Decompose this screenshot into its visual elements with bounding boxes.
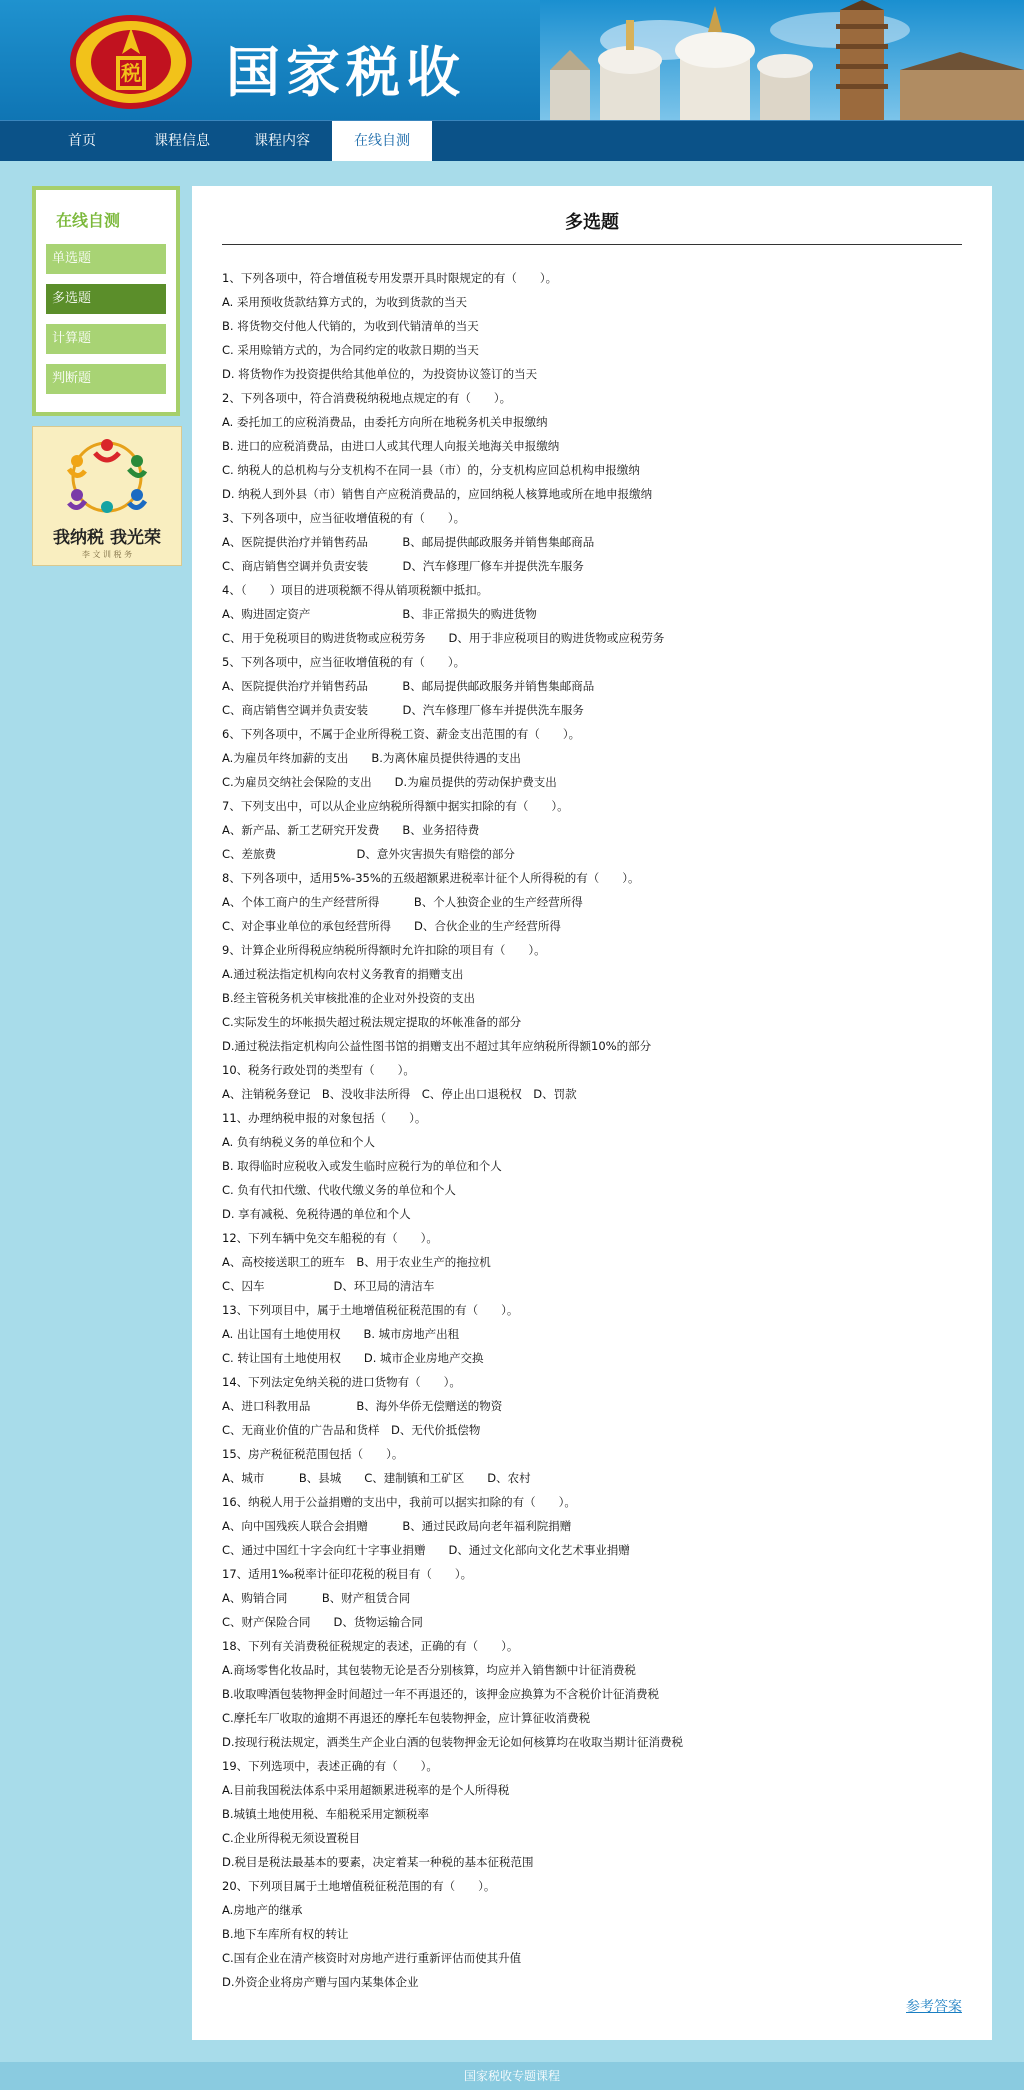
question-line: C.为雇员交纳社会保险的支出 D.为雇员提供的劳动保护费支出 [222,775,557,789]
question-line: C. 采用赊销方式的，为合同约定的收款日期的当天 [222,343,479,357]
temple-scenery-banner [540,0,1024,120]
nav-course-info[interactable]: 课程信息 [154,133,210,149]
question-line: 7、下列支出中，可以从企业应纳税所得额中据实扣除的有（ ）。 [222,799,569,813]
question-line: D. 将货物作为投资提供给其他单位的，为投资协议签订的当天 [222,367,538,381]
question-line: C.企业所得税无须设置税目 [222,1831,361,1845]
question-line: B.经主管税务机关审核批准的企业对外投资的支出 [222,991,476,1005]
question-line: C、无商业价值的广告品和货样 D、无代价抵偿物 [222,1423,481,1437]
question-line: C、囚车 D、环卫局的清洁车 [222,1279,435,1293]
question-line: 8、下列各项中，适用5%-35%的五级超额累进税率计征个人所得税的有（ ）。 [222,871,640,885]
tax-promo-banner [32,426,182,566]
question-line: C、通过中国红十字会向红十字事业捐赠 D、通过文化部向文化艺术事业捐赠 [222,1543,630,1557]
question-line: 18、下列有关消费税征税规定的表述，正确的有（ ）。 [222,1639,519,1653]
question-line: C、对企事业单位的承包经营所得 D、合伙企业的生产经营所得 [222,919,561,933]
question-line: A.通过税法指定机构向农村义务教育的捐赠支出 [222,967,464,981]
sidebar-item-multiple-choice[interactable]: 多选题 [46,284,166,314]
question-line: 2、下列各项中，符合消费税纳税地点规定的有（ ）。 [222,391,512,405]
dancing-figures-icon [33,427,181,523]
question-line: C、商店销售空调并负责安装 D、汽车修理厂修车并提供洗车服务 [222,703,584,717]
question-line: A. 委托加工的应税消费品，由委托方向所在地税务机关申报缴纳 [222,415,548,429]
question-line: 9、计算企业所得税应纳税所得额时允许扣除的项目有（ ）。 [222,943,546,957]
question-line: B. 取得临时应税收入或发生临时应税行为的单位和个人 [222,1159,502,1173]
question-line: A、向中国残疾人联合会捐赠 B、通过民政局向老年福利院捐赠 [222,1519,572,1533]
question-line: 20、下列项目属于土地增值税征税范围的有（ ）。 [222,1879,496,1893]
question-line: A. 负有纳税义务的单位和个人 [222,1135,375,1149]
question-line: 3、下列各项中，应当征收增值税的有（ ）。 [222,511,466,525]
question-line: 13、下列项目中，属于土地增值税征税范围的有（ ）。 [222,1303,519,1317]
question-line: 16、纳税人用于公益捐赠的支出中，我前可以据实扣除的有（ ）。 [222,1495,576,1509]
title-divider [222,244,962,245]
tax-emblem-logo [70,14,192,110]
question-line: C.国有企业在清产核资时对房地产进行重新评估而使其升值 [222,1951,522,1965]
question-line: 5、下列各项中，应当征收增值税的有（ ）。 [222,655,466,669]
question-line: D. 纳税人到外县（市）销售自产应税消费品的，应回纳税人核算地或所在地申报缴纳 [222,487,653,501]
question-line: B.地下车库所有权的转让 [222,1927,349,1941]
site-footer: 国家税收专题课程 [0,2062,1024,2090]
promo-subtext: 李 文 训 税 务 [81,550,133,559]
question-line: 17、适用1‰税率计征印花税的税目有（ ）。 [222,1567,473,1581]
question-line: A、进口科教用品 B、海外华侨无偿赠送的物资 [222,1399,503,1413]
question-line: C.摩托车厂收取的逾期不再退还的摩托车包装物押金，应计算征收消费税 [222,1711,591,1725]
sidebar-item-single-choice[interactable]: 单选题 [46,244,166,274]
question-line: A.目前我国税法体系中采用超额累进税率的是个人所得税 [222,1783,510,1797]
question-line: A、高校接送职工的班车 B、用于农业生产的拖拉机 [222,1255,491,1269]
question-line: C. 转让国有土地使用权 D. 城市企业房地产交换 [222,1351,484,1365]
question-line: D. 享有减税、免税待遇的单位和个人 [222,1207,411,1221]
question-line: 10、税务行政处罚的类型有（ ）。 [222,1063,415,1077]
sidebar-menu [32,186,180,416]
reference-answer-link[interactable]: 参考答案 [906,1999,962,2015]
main-nav [0,120,1024,161]
sidebar-item-true-false[interactable]: 判断题 [46,364,166,394]
question-line: 1、下列各项中，符合增值税专用发票开具时限规定的有（ ）。 [222,271,558,285]
question-line: A.商场零售化妆品时，其包装物无论是否分别核算，均应并入销售额中计征消费税 [222,1663,636,1677]
question-line: C、财产保险合同 D、货物运输合同 [222,1615,423,1629]
sidebar-item-calculation[interactable]: 计算题 [46,324,166,354]
question-line: 11、办理纳税申报的对象包括（ ）。 [222,1111,427,1125]
question-line: B.城镇土地使用税、车船税采用定额税率 [222,1807,430,1821]
question-line: B.收取啤酒包装物押金时间超过一年不再退还的，该押金应换算为不含税价计征消费税 [222,1687,660,1701]
question-line: 19、下列选项中，表述正确的有（ ）。 [222,1759,438,1773]
question-line: C. 纳税人的总机构与分支机构不在同一县（市）的，分支机构应回总机构申报缴纳 [222,463,640,477]
question-line: D.外资企业将房产赠与国内某集体企业 [222,1975,419,1989]
question-line: C. 负有代扣代缴、代收代缴义务的单位和个人 [222,1183,456,1197]
emblem-glyph: 税 [121,61,141,85]
page-title: 多选题 [565,212,619,233]
question-line: A、新产品、新工艺研究开发费 B、业务招待费 [222,823,480,837]
site-title: 国家税收 [226,41,466,104]
question-line: D.按现行税法规定，酒类生产企业白酒的包装物押金无论如何核算均在收取当期计征消费税 [222,1735,684,1749]
question-line: A、购进固定资产 B、非正常损失的购进货物 [222,607,537,621]
main-content-panel [192,186,992,2040]
question-line: A、购销合同 B、财产租赁合同 [222,1591,411,1605]
question-line: B. 进口的应税消费品，由进口人或其代理人向报关地海关申报缴纳 [222,439,560,453]
question-line: C、商店销售空调并负责安装 D、汽车修理厂修车并提供洗车服务 [222,559,584,573]
question-line: A、医院提供治疗并销售药品 B、邮局提供邮政服务并销售集邮商品 [222,535,595,549]
question-line: C.实际发生的坏帐损失超过税法规定提取的坏帐准备的部分 [222,1015,522,1029]
site-header [0,0,1024,120]
question-line: A. 采用预收货款结算方式的，为收到货款的当天 [222,295,467,309]
question-line: C、差旅费 D、意外灾害损失有赔偿的部分 [222,847,515,861]
question-line: C、用于免税项目的购进货物或应税劳务 D、用于非应税项目的购进货物或应税劳务 [222,631,665,645]
nav-online-test[interactable]: 在线自测 [332,121,432,161]
question-line: 15、房产税征税范围包括（ ）。 [222,1447,404,1461]
promo-slogan: 我纳税 我光荣 [53,528,161,548]
question-line: A、个体工商户的生产经营所得 B、个人独资企业的生产经营所得 [222,895,583,909]
question-line: A.房地产的继承 [222,1903,303,1917]
question-line: A.为雇员年终加薪的支出 B.为离休雇员提供待遇的支出 [222,751,521,765]
question-line: A、医院提供治疗并销售药品 B、邮局提供邮政服务并销售集邮商品 [222,679,595,693]
question-line: A、注销税务登记 B、没收非法所得 C、停止出口退税权 D、罚款 [222,1087,577,1101]
question-line: A. 出让国有土地使用权 B. 城市房地产出租 [222,1327,460,1341]
question-line: D.通过税法指定机构向公益性图书馆的捐赠支出不超过其年应纳税所得额10%的部分 [222,1039,652,1053]
question-list [222,266,962,1994]
question-line: 14、下列法定免纳关税的进口货物有（ ）。 [222,1375,461,1389]
nav-course-content[interactable]: 课程内容 [254,133,310,149]
question-line: 6、下列各项中，不属于企业所得税工资、薪金支出范围的有（ ）。 [222,727,581,741]
question-line: D.税目是税法最基本的要素，决定着某一种税的基本征税范围 [222,1855,534,1869]
question-line: 4、（ ）项目的进项税额不得从销项税额中抵扣。 [222,583,489,597]
question-line: B. 将货物交付他人代销的，为收到代销清单的当天 [222,319,479,333]
question-line: 12、下列车辆中免交车船税的有（ ）。 [222,1231,438,1245]
nav-home[interactable]: 首页 [68,133,96,149]
question-line: A、城市 B、县城 C、建制镇和工矿区 D、农村 [222,1471,531,1485]
sidebar-title: 在线自测 [56,211,121,230]
